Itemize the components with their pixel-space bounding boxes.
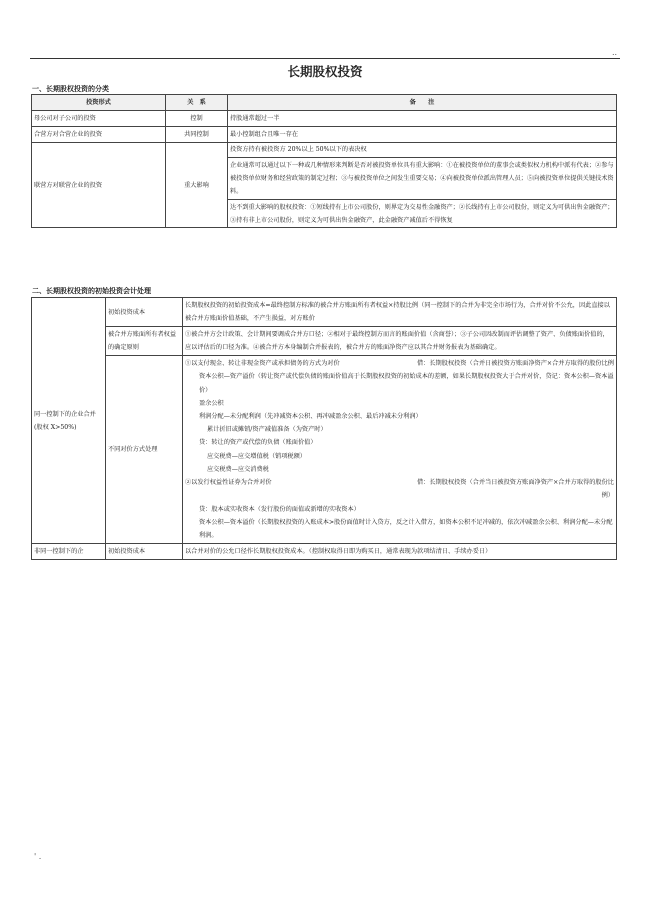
classification-table (31, 94, 617, 228)
initial-measurement-table (31, 297, 617, 560)
table-row (32, 127, 617, 143)
cell-equity-text: ①被合并方会计政策、会计期间要调成合并方口径；②相对于最终控制方而言的账面价值（含商誉）；③子公司因改制而评估调整了资产、负债账面价值的，应以评估后的口径为准。④被合并方本身编制合并报表的，被合并方的账面净资产应以其合并财务报表为基础确定。 (183, 327, 617, 356)
header-mark: .. (612, 48, 618, 57)
cell-note: 最小控制组合且唯一存在 (228, 127, 617, 143)
note-voting-rights: 投资方持有被投资方 20%以上 50%以下的表决权 (230, 146, 367, 153)
entry-debit-ltei: 借：长期股权投资（合并日被投资方账面净资产×合并方取得的股份比例 (417, 360, 614, 368)
cell-relation: 控制 (166, 111, 228, 127)
page-title: 长期股权投资 (287, 64, 363, 79)
cell-consideration-label: 不同对价方式处理 (106, 356, 183, 544)
section-2-heading: 二、长期股权投资的初始投资会计处理 (32, 287, 151, 295)
entry-retained-earnings: 利润分配—未分配利润（先冲减资本公积、再冲减盈余公积、最后冲减未分利润） (199, 413, 422, 421)
cell-form: 母公司对子公司的投资 (32, 111, 166, 127)
entry-cash-method: ①以支付现金、转让非现金资产或承担债务的方式为对价 (185, 360, 340, 367)
col-header-form: 投资形式 (32, 95, 166, 111)
entry-vat: 应交税费—应交增值税（销项税额） (207, 452, 306, 460)
col-header-note: 备 注 (228, 95, 617, 111)
entry-equity-method: ②以发行权益性证券为合并对价 (185, 479, 272, 487)
cell-form: 合营方对合营企业的投资 (32, 127, 166, 143)
entry-credit-assets: 贷：转让的资产或代偿的负债（账面价值） (199, 439, 317, 447)
cell-note (228, 143, 617, 228)
table-row (32, 544, 617, 560)
table-row (32, 298, 617, 327)
cell-nonsame-cost-label: 初始投资成本 (106, 544, 183, 560)
cell-initial-cost-label: 初始投资成本 (106, 298, 183, 327)
header-rule (30, 58, 620, 59)
note-significant-influence: 企业通常可以通过以下一种或几种情形来判断是否对被投资单位具有重大影响：①在被投资单位的董事会或类似权力机构中派有代表；②参与被投资单位财务和经营政策的制定过程；③与被投资单位之间发生重要交易；④向被投资单位派出管理人员；⑤向被投资单位提供关键技术资料。 (228, 157, 616, 200)
entry-debit-ltei-2: 借：长期股权投资（合并当日被投资方账面净资产×合并方取得的股份比例） (417, 479, 614, 500)
entry-credit-share-capital: 贷：股本或实收资本（发行股份的面值或新增的实收资本） (199, 505, 360, 513)
cell-nonsame-text: 以合并对价的公允口径作长期股权投资成本。（控制权取得日即为购买日，通常表现为款项结清日、手续办妥日） (183, 544, 617, 560)
entry-capital-premium: 资本公积—资本溢价（长期股权投资的入账成本>股份面值时计入贷方，反之计入借方，如资本公积不足冲减的，依次冲减盈余公积、利润分配—未分配利润。 (199, 518, 613, 540)
table-row (32, 143, 617, 228)
table-row (32, 111, 617, 127)
table-row (32, 356, 617, 544)
entry-depreciation: 累计折旧或摊销/资产减值准备（为资产时） (207, 426, 327, 434)
cell-equity-label: 被合并方账面所有者权益的确定原则 (106, 327, 183, 356)
cell-initial-cost-text: 长期股权投资的初始投资成本=最终控制方标准的被合并方账面所有者权益×持股比例（同一控制下的合并为非完全市场行为，合并对价不公允，因此直接以被合并方账面价值基础，不产生损益，对方账价 (183, 298, 617, 327)
entry-surplus-reserve: 盈余公积 (199, 399, 224, 407)
cell-consideration-entries (183, 356, 617, 544)
cell-relation: 重大影响 (166, 143, 228, 228)
cell-note: 持股通常超过一半 (228, 111, 617, 127)
note-financial-assets: 达不到重大影响的股权投资：①短线持有上市公司股份，则界定为交易性金融资产；②长线持有上市公司股份，则定义为可供出售金融资产；③持有非上市公司股份，则定义为可供出售金融资产，此金融资产减值后不得恢复 (230, 204, 614, 224)
section-1-heading: 一、长期股权投资的分类 (32, 85, 109, 93)
col-header-relation: 关 系 (166, 95, 228, 111)
footer-mark: ' . (34, 852, 42, 861)
table-header-row (32, 95, 617, 111)
cell-same-control-label: 同一控制下的企业合并(股权 X>50%) (32, 298, 106, 544)
cell-nonsame-label: 非同一控制下的企 (32, 544, 106, 560)
entry-capital-reserve: 资本公积—资产溢价（转让资产或代偿负债的账面价值高于长期股权投资的初始成本的差额，如果长期股权投资大于合并对价，贷记：资本公积—资本溢价） (199, 373, 614, 394)
cell-relation: 共同控制 (166, 127, 228, 143)
table-row (32, 327, 617, 356)
cell-form: 联营方对联营企业的投资 (32, 143, 166, 228)
entry-consumption-tax: 应交税费—应交消费税 (207, 465, 269, 473)
